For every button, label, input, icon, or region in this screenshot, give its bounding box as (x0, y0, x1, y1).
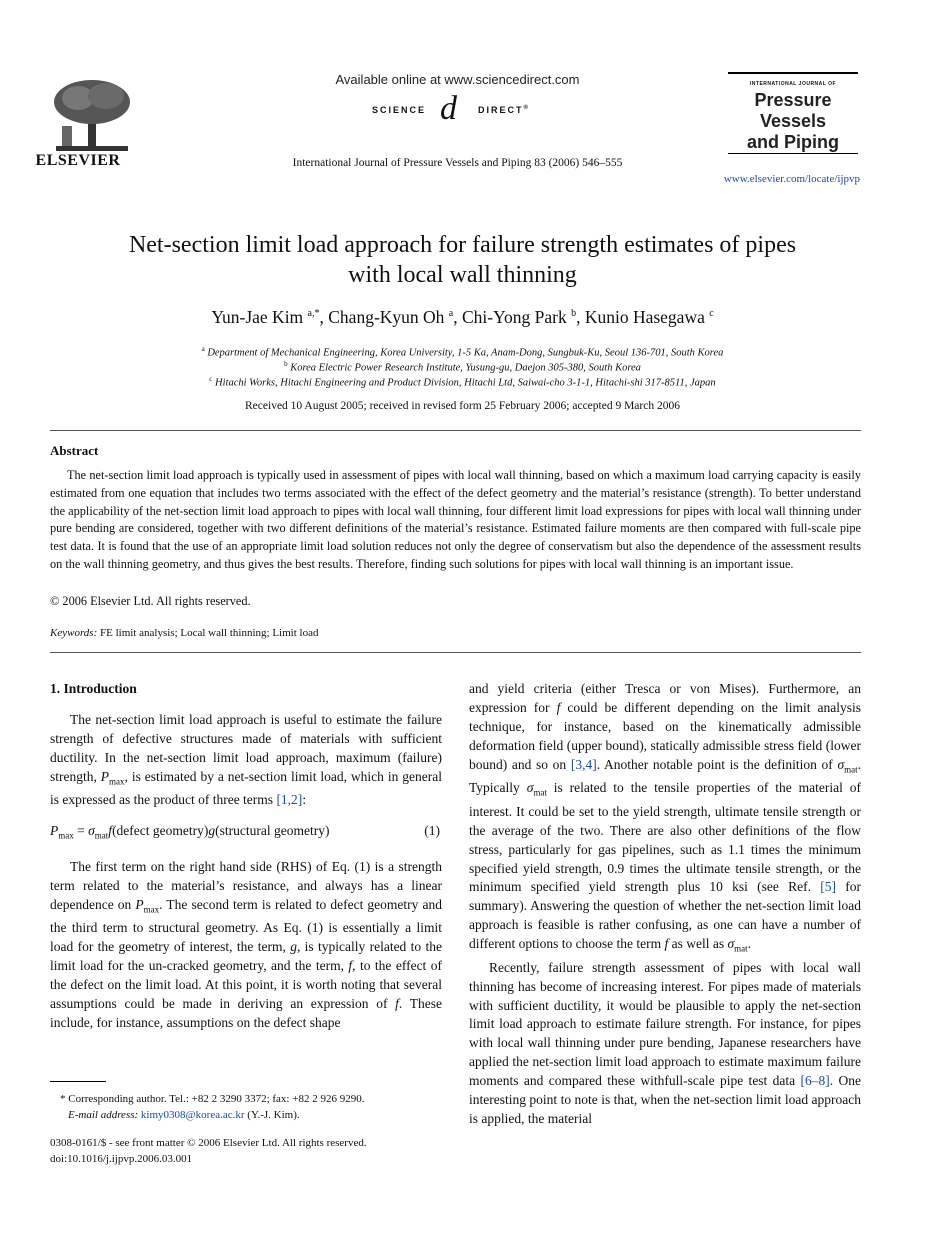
article-title (60, 230, 865, 290)
citation-link[interactable]: [3,4] (570, 756, 597, 772)
footnote: * Corresponding author. Tel.: +82 2 3290 3372; fax: +82 2 926 9290. E-mail address: kimy0308@korea.ac.kr (Y.-J. Kim). (60, 1093, 365, 1121)
footnote-rule (50, 1081, 106, 1082)
elsevier-tree-logo (48, 76, 136, 154)
available-online-text: Available online at www.sciencedirect.com (335, 72, 580, 87)
abstract-heading: Abstract (50, 443, 99, 458)
citation-link[interactable]: [5] (820, 879, 837, 895)
title-line-2: with local wall thinning (348, 262, 577, 288)
paragraph: Recently, failure strength assessment of pipes with local wall thinning has become of increasing interest. For pipes made of materials with sufficient ductility, it would be plausible to apply the net-section limit load approach to estimate failure strength. For instance, for pipes with local wall thinning under pure bending, Japanese researchers have applied the net-section limit load approach to estimate maximum failure moments and compared these withfull-scale pipe test data [6–8]. One interesting point to note is that, when the net-section limit load approach is applied, the material (469, 959, 861, 1126)
section-heading: 1. Introduction (50, 681, 137, 696)
affiliation-a: $^a$ Department of Mechanical Engineering, Korea University, 1-5 Ka, Anam-Dong, Sungbuk-Ku, Seoul 136-701, South Korea (201, 345, 724, 359)
sciencedirect-logo (330, 90, 590, 134)
divider (50, 430, 861, 431)
author-name[interactable]: Yun-Jae Kim (211, 307, 304, 327)
author-name[interactable]: Chi-Yong Park (462, 307, 567, 327)
affiliation-b: $^b$ Korea Electric Power Research Institute, Yusung-gu, Daejon 305-380, South Korea (284, 360, 641, 374)
citation-link[interactable]: [6–8] (800, 1073, 830, 1089)
citation-link[interactable]: [1,2] (276, 792, 303, 808)
paragraph: and yield criteria (either Tresca or von Mises). Furthermore, an expression for f could be different depending on the limit analysis technique, for instance, based on the kinematically admissible deformation field (upper bound), statically admissible stress field (lower bound) and so on [3,4]. Another notable point is the definition of $\sigma_{mat}$. Typically $\sigma_{mat}$ is related to the tensile properties of the material of interest. It could be set to the yield strength, ultimate tensile strength or the average of the two. There are also other definitions of the flow stress, particularly for gas pipelines, such as 1.1 times the minimum specified yield strength, 0.9 times the ultimate tensile strength, or the minimum specified yield strength plus 10 ksi (see Ref. [5] for summary). Answering the question of whether the net-section limit load approach is feasible is rather confusing, as one can have a number of different options to choose the term f as well as $\sigma_{mat}$. (469, 681, 862, 954)
abstract-copyright: © 2006 Elsevier Ltd. All rights reserved. (50, 594, 251, 608)
received-dates: Received 10 August 2005; received in revised form 25 February 2006; accepted 9 March 2006 (245, 400, 680, 412)
journal-logo-top-rule (728, 72, 858, 74)
divider (50, 652, 861, 653)
journal-name-line2: and Piping (747, 132, 839, 152)
journal-of-label: INTERNATIONAL JOURNAL OF (749, 81, 837, 87)
paragraph: The net-section limit load approach is useful to estimate the failure strength of defective structures made of materials with sufficient ductility. In the net-section limit load approach, maximum (failure) strength, $P_{max}$, is estimated by a net-section limit load, which in general is expressed as the product of three terms [1,2]: (50, 711, 442, 808)
journal-logo-bottom-rule (728, 153, 858, 154)
left-column (50, 680, 442, 1033)
journal-name-logo (725, 90, 861, 153)
issn-doi: 0308-0161/$ - see front matter © 2006 Elsevier Ltd. All rights reserved. doi:10.1016/j.ijpvp.2006.03.001 (50, 1136, 442, 1167)
journal-name-line1: Pressure Vessels (754, 90, 832, 131)
author-name[interactable]: Chang-Kyun Oh (328, 307, 445, 327)
title-line-1: Net-section limit load approach for failure strength estimates of pipes (128, 232, 797, 258)
affiliation-c: $^c$ Hitachi Works, Hitachi Engineering and Product Division, Hitachi Ltd, Saiwai-cho 3-1-1, Hitachi-shi 317-8511, Japan (209, 375, 716, 389)
equation-1: $P_{max}$ = $\sigma_{mat}f(defect$ geometry)g(structural geometry) (1) (50, 822, 442, 846)
sd-left-text: SCIENCE (372, 105, 427, 115)
author-list: Yun-Jae Kim $^{a,*}$, Chang-Kyun Oh $^a$, Chi-Yong Park $^b$, Kunio Hasegawa $^c$ (211, 307, 714, 327)
sd-right-text: DIRECT® (478, 105, 530, 115)
abstract-body: The net-section limit load approach is typically used in assessment of pipes with local wall thinning, based on which a maximum load carrying capacity is easily estimated from one equation that includes two terms associated with the effect of the defect geometry and the material’s resistance (strength). To better understand the applicability of the net-section limit load approach to pipes with local wall thinning, four different limit load expressions for pipes with local wall thinning under pure bending are considered, together with two different definitions of the material’s resistance. Estimated failure moments are then compared with full-scale pipe test data. It is found that the use of an appropriate limit load solution reduces not only the degree of conservatism but also the dependence of the assessment results on the wall thinning geometry, and thus gives the best results. Therefore, finding such solutions for pipes with local wall thinning is an important issue. (50, 468, 861, 571)
journal-citation-line: International Journal of Pressure Vessels and Piping 83 (2006) 546–555 (292, 157, 623, 169)
journal-url-link[interactable]: www.elsevier.com/locate/ijpvp (723, 173, 860, 185)
publisher-logo-text: ELSEVIER (35, 152, 121, 169)
keywords: Keywords: FE limit analysis; Local wall thinning; Limit load (50, 627, 319, 639)
author-sup: a (448, 308, 454, 320)
author-name[interactable]: Kunio Hasegawa (584, 307, 705, 327)
author-sup: b (571, 308, 577, 320)
doi-text: doi:10.1016/j.ijpvp.2006.03.001 (50, 1152, 193, 1165)
equation-number: (1) (424, 823, 440, 839)
right-column (469, 680, 861, 1129)
paragraph: The first term on the right hand side (RHS) of Eq. (1) is a strength term related to the material’s resistance, and always has a linear dependence on $P_{max}$. The second term is related to defect geometry and the third term to structural geometry. As Eq. (1) is essentially a limit load for the geometry of interest, the term, g, is typically related to the limit load for the un-cracked geometry, and the term, f, to the effect of the defect on the limit load. At this point, it is worth noting that several assumptions could be made in deriving an expression of f. These include, for instance, assumptions on the defect shape (50, 858, 442, 1030)
author-sup: c (709, 308, 714, 320)
sd-mark: d (440, 90, 457, 127)
author-sup: a,* (307, 308, 320, 320)
email-link[interactable]: kimy0308@korea.ac.kr (140, 1108, 245, 1121)
